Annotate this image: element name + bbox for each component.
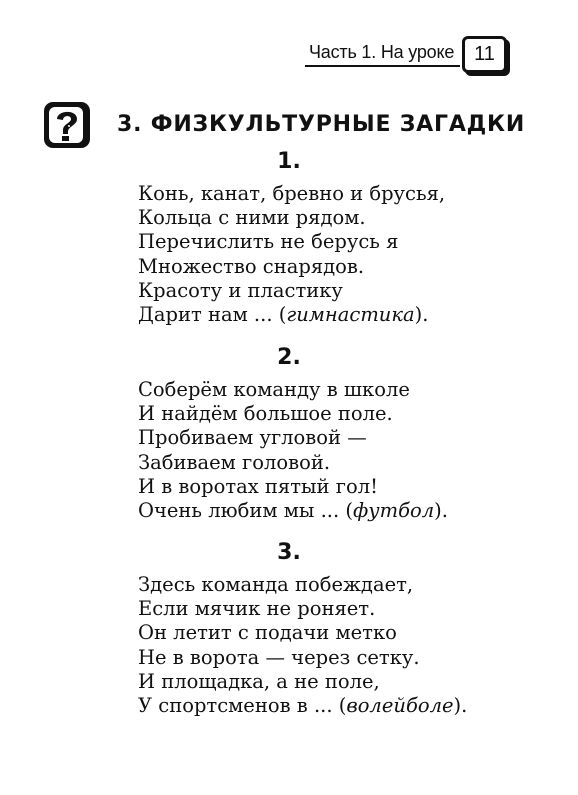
riddle-number: 2. (277, 345, 301, 370)
poem-line: Забиваем головой. (138, 450, 331, 474)
riddle-number: 3. (277, 540, 301, 565)
poem-line: Здесь команда побеждает, (138, 573, 414, 596)
poem-line: Множество снарядов. (138, 254, 365, 278)
riddle-poem (138, 182, 445, 327)
poem-line: Конь, канат, бревно и брусья, (138, 182, 446, 205)
riddle-answer: волейболе (346, 694, 454, 718)
answer-prefix: Дарит нам ... ( (138, 303, 287, 327)
poem-line: И в воротах пятый гол! (138, 474, 378, 498)
riddle-poem (138, 573, 467, 718)
poem-line: И площадка, а не поле, (138, 669, 380, 693)
answer-prefix: У спортсменов в ... ( (138, 694, 347, 718)
question-mark-icon (40, 98, 96, 152)
poem-line: Красоту и пластику (138, 278, 343, 302)
answer-suffix: ). (453, 694, 468, 718)
poem-answer-line (138, 303, 445, 327)
running-header (305, 36, 507, 73)
part-label: Часть 1. На уроке (305, 42, 460, 67)
poem-line: Перечислить не берусь я (138, 230, 399, 254)
poem-answer-line (138, 694, 467, 718)
poem-line: Пробиваем угловой — (138, 426, 367, 450)
answer-suffix: ). (434, 499, 448, 523)
page-number: 11 (462, 36, 507, 73)
poem-line: И найдём большое поле. (138, 402, 393, 426)
poem-line: Соберём команду в школе (138, 378, 410, 401)
poem-line: Не в ворота — через сетку. (138, 645, 420, 669)
riddle-answer: гимнастика (286, 303, 415, 327)
answer-suffix: ). (414, 303, 429, 327)
poem-line: Если мячик не роняет. (138, 597, 376, 621)
poem-answer-line (138, 499, 448, 523)
poem-line: Он летит с подачи метко (138, 621, 397, 645)
riddle-answer: футбол (353, 499, 435, 523)
poem-line: Кольца с ними рядом. (138, 206, 366, 230)
riddle-number: 1. (277, 149, 301, 174)
answer-prefix: Очень любим мы ... ( (138, 499, 353, 523)
riddle-poem (138, 378, 448, 523)
section-title: 3. ФИЗКУЛЬТУРНЫЕ ЗАГАДКИ (117, 112, 526, 137)
